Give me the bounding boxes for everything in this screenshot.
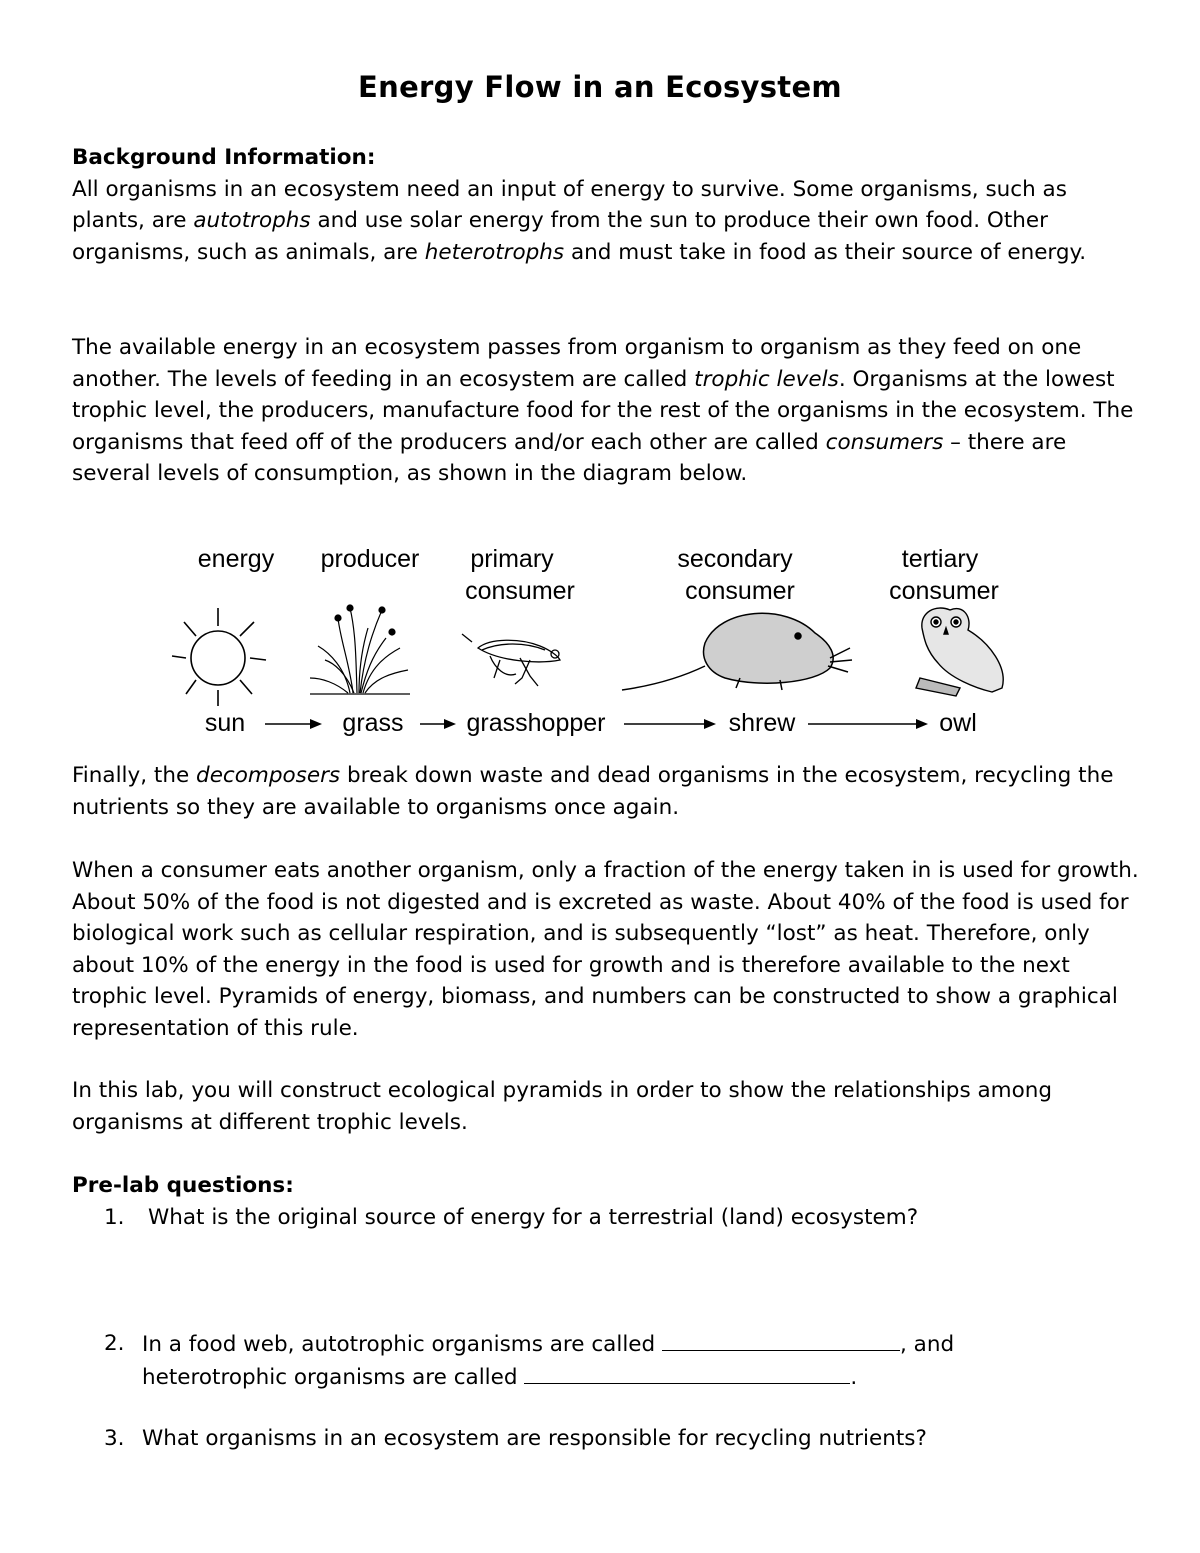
question-2-part-a: In a food web, autotrophic organisms are called: [142, 1332, 663, 1357]
sun-icon: [172, 608, 266, 706]
label-secondary: secondary: [677, 545, 793, 573]
paragraph-energy-input: [72, 174, 1142, 269]
owl-icon: [916, 608, 1003, 696]
p1-text-b: and use solar energy from the sun to produce their own food. Other organisms, such as animals, are: [72, 208, 1048, 265]
label-primary: primary: [470, 545, 554, 573]
p2-text-c: – there are several levels of consumption, as shown in the diagram below.: [72, 429, 1067, 487]
grass-icon: [310, 605, 410, 694]
chain-sun: sun: [204, 709, 246, 737]
term-autotrophs: autotrophs: [193, 208, 311, 234]
paragraph-ten-percent-rule: When a consumer eats another organism, only a fraction of the energy taken in is used for growth. About 50% of the food is not digested and is excreted as waste. About 40% of the food is used for biological work such as cellular respiration, and is subsequently “lost” as heat. Therefore, only about 10% of the energy in the food is used for growth and is therefore available to the next trophic level. Pyramids of energy, biomass, and numbers can be constructed to show a graphical representation of this rule.: [72, 858, 1139, 1041]
label-secondary-consumer: consumer: [685, 577, 795, 605]
p3-text-a: Finally, the: [72, 763, 197, 788]
paragraph-decomposers: [72, 760, 1142, 823]
question-3-number: 3.: [104, 1426, 125, 1451]
label-primary-consumer: consumer: [465, 577, 575, 605]
label-producer: producer: [320, 545, 420, 573]
page-title: Energy Flow in an Ecosystem: [358, 70, 842, 104]
arrow-grass-grasshopper: [420, 719, 456, 729]
question-1-text: What is the original source of energy for a terrestrial (land) ecosystem?: [148, 1205, 919, 1230]
term-trophic-levels: trophic levels: [694, 366, 839, 392]
label-tertiary-consumer: consumer: [889, 577, 999, 605]
question-2-part-b: , and: [900, 1332, 955, 1357]
background-heading: Background Information:: [72, 145, 376, 170]
prelab-heading: Pre-lab questions:: [72, 1173, 294, 1198]
p2-text-a: The available energy in an ecosystem passes from organism to organism as they feed on one another. The levels of feeding in an ecosystem are called: [72, 335, 1082, 392]
arrow-grasshopper-shrew: [624, 719, 716, 729]
chain-grasshopper: grasshopper: [466, 709, 606, 737]
question-2-number: 2.: [104, 1331, 125, 1356]
question-3-text: What organisms in an ecosystem are responsible for recycling nutrients?: [142, 1426, 927, 1451]
background-section: [72, 142, 1142, 268]
term-decomposers: decomposers: [196, 763, 341, 788]
p1-text-c: and must take in food as their source of energy.: [564, 239, 1087, 265]
chain-grass: grass: [342, 709, 404, 737]
arrow-sun-grass: [265, 719, 322, 729]
question-2-part-d: .: [850, 1364, 858, 1390]
p1-text-a: All organisms in an ecosystem need an input of energy to survive. Some organisms, such as plants, are: [72, 176, 1067, 234]
food-chain-diagram: [160, 538, 1040, 748]
p3-text-b: break down waste and dead organisms in the ecosystem, recycling the nutrients so they are available to organisms once again.: [72, 763, 1114, 820]
chain-owl: owl: [939, 709, 977, 737]
heterotroph-answer-blank[interactable]: [524, 1361, 850, 1384]
p2-text-b: . Organisms at the lowest trophic level, the producers, manufacture food for the rest of the organisms in the ecosystem. The organisms that feed off of the producers and/or each other are called: [72, 366, 1134, 455]
question-2-part-c: heterotrophic organisms are called: [142, 1364, 525, 1390]
question-1-number: 1.: [104, 1205, 125, 1230]
autotroph-answer-blank[interactable]: [662, 1328, 900, 1351]
grasshopper-icon: [462, 634, 560, 686]
paragraph-trophic-levels: [72, 332, 1142, 490]
paragraph-lab-purpose: In this lab, you will construct ecological pyramids in order to show the relationships among organisms at different trophic levels.: [72, 1078, 1053, 1135]
term-heterotrophs: heterotrophs: [424, 239, 565, 265]
label-tertiary: tertiary: [901, 545, 979, 573]
question-2-text: [142, 1328, 1142, 1393]
shrew-icon: [622, 613, 852, 690]
label-energy: energy: [197, 545, 275, 573]
chain-shrew: shrew: [728, 709, 796, 737]
term-consumers: consumers: [825, 429, 944, 455]
arrow-shrew-owl: [808, 719, 928, 729]
